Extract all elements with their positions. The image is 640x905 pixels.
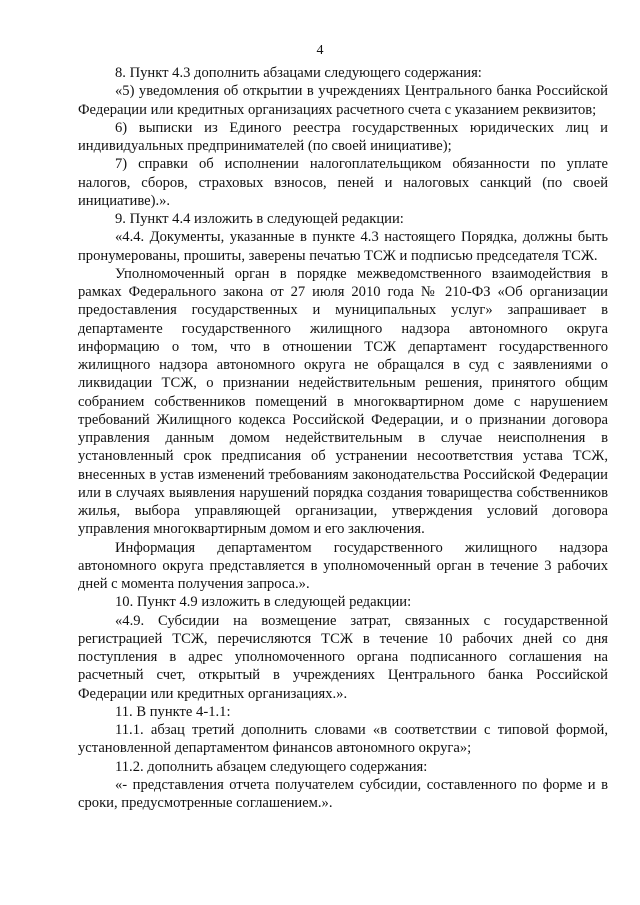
paragraph-item-9-authorized-body: Уполномоченный орган в порядке межведомственного взаимодействия в рамках Федерального закона от 27 июля 2010 года № 210-ФЗ «Об организации предоставления государственных и муниципальных услуг» запрашивает в департаменте государственного жилищного надзора автономного округа информацию о том, что в отношении ТСЖ департамент государственного жилищного надзора автономного округа не обращался в суд с заявлениями о ликвидации ТСЖ, о признании недействительным решения, принятого общим собранием собственников помещений в многоквартирном доме с нарушением требований Жилищного кодекса Российской Федерации, и о признании договора управления данным домом недействительным в случае неисполнения в установленный срок предписания об устранении несоответствия устава ТСЖ, внесенных в устав изменений требованиям законодательства Российской Федерации или в случаях выявления нарушений порядка создания товарищества собственников жилья, выбора управляющей организации, утверждения условий договора управления многоквартирным домом и его заключения. — [78, 265, 608, 538]
paragraph-item-10-clause-4-9: «4.9. Субсидии на возмещение затрат, связанных с государственной регистрацией ТСЖ, перечисляются ТСЖ в течение 10 рабочих дней со дня поступления в адрес уполномоченного органа подписанного соглашения на расчетный счет, открытый в учреждениях Центрального банка Российской Федерации или кредитных организациях.». — [78, 612, 608, 702]
paragraph-item-8-sub6: 6) выписки из Единого реестра государственных юридических лиц и индивидуальных предпринимателей (по своей инициативе); — [78, 119, 608, 154]
paragraph-item-8-header: 8. Пункт 4.3 дополнить абзацами следующего содержания: — [115, 65, 482, 81]
paragraph-item-9-header: 9. Пункт 4.4 изложить в следующей редакции: — [115, 211, 404, 227]
paragraph-item-11-header: 11. В пункте 4-1.1: — [115, 703, 231, 720]
paragraph-item-10-header: 10. Пункт 4.9 изложить в следующей редакции: — [115, 594, 412, 611]
paragraph-item-8-sub5: «5) уведомления об открытии в учреждениях Центрального банка Российской Федерации или кредитных организациях расчетного счета с указанием реквизитов; — [78, 83, 608, 118]
paragraph-item-11-2: 11.2. дополнить абзацем следующего содержания: — [115, 758, 428, 775]
paragraph-item-9-clause-4-4: «4.4. Документы, указанные в пункте 4.3 настоящего Порядка, должны быть пронумерованы, прошиты, заверены печатью ТСЖ и подписью председателя ТСЖ. — [78, 229, 608, 264]
paragraph-item-11-2-content: «- представления отчета получателем субсидии, составленного по форме и в сроки, предусмотренные соглашением.». — [78, 776, 608, 811]
paragraph-item-8-sub7: 7) справки об исполнении налогоплательщиком обязанности по уплате налогов, сборов, страховых взносов, пеней и налоговых санкций (по своей инициативе).». — [78, 156, 608, 209]
paragraph-item-11-1: 11.1. абзац третий дополнить словами «в соответствии с типовой формой, установленной департаментом финансов автономного округа»; — [78, 722, 608, 757]
page-number: 4 — [316, 43, 324, 58]
document-body — [78, 64, 608, 812]
paragraph-item-9-information: Информация департаментом государственного жилищного надзора автономного округа представляется в уполномоченный орган в течение 3 рабочих дней с момента получения запроса.». — [78, 539, 608, 592]
